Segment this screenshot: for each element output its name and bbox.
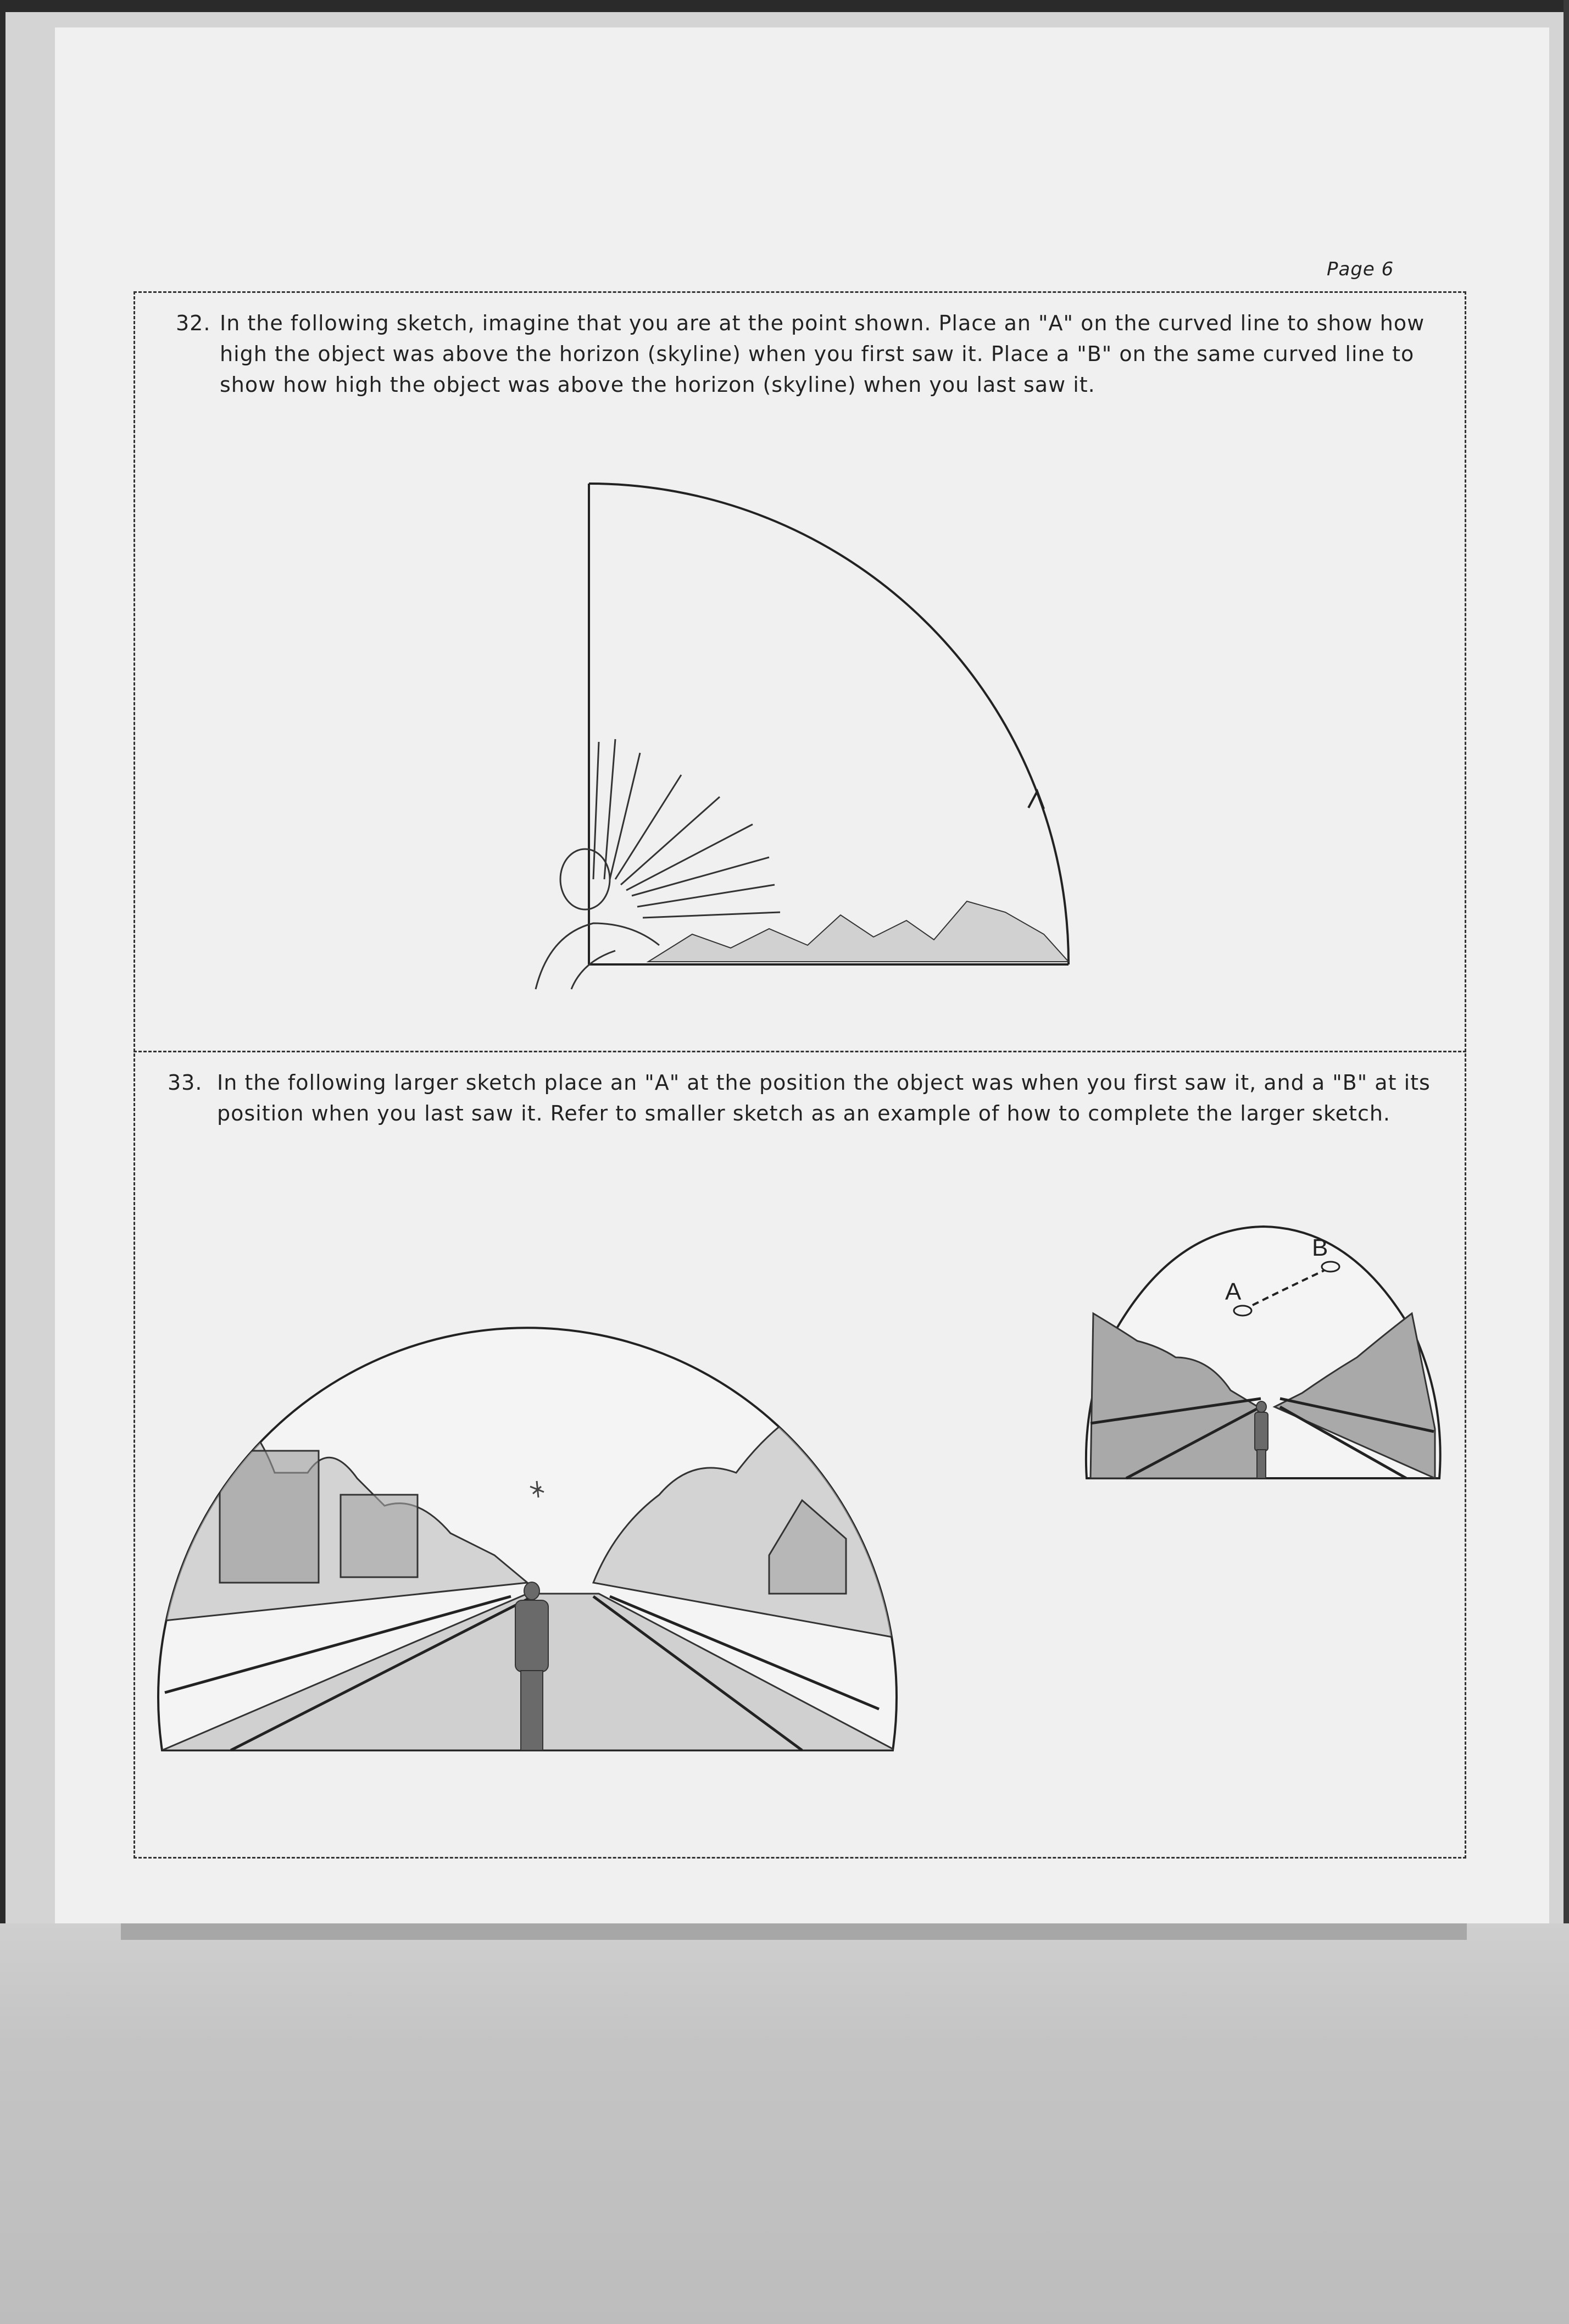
example-label-b: B xyxy=(1312,1234,1328,1261)
page-number: Page 6 xyxy=(1327,258,1394,280)
question-33-line-2: position when you last saw it. Refer to smaller sketch as an example of how to complete the larger sketch. xyxy=(217,1101,1390,1125)
question-32-number: 32. xyxy=(176,311,211,335)
question-33-line-1: In the following larger sketch place an "A" at the position the object was when you first saw it, and a "B" at its xyxy=(217,1071,1431,1095)
example-observer xyxy=(1255,1401,1268,1478)
question-33-number: 33. xyxy=(168,1071,203,1095)
question-32-line-3: show how high the object was above the horizon (skyline) when you last saw it. xyxy=(220,373,1095,397)
example-label-a: A xyxy=(1225,1278,1242,1305)
question-32-line-2: high the object was above the horizon (skyline) when you first saw it. Place a "B" on the same curved line to xyxy=(220,342,1415,366)
question-32-line-1: In the following sketch, imagine that you are at the point shown. Place an "A" on the curved line to show how xyxy=(220,311,1425,335)
